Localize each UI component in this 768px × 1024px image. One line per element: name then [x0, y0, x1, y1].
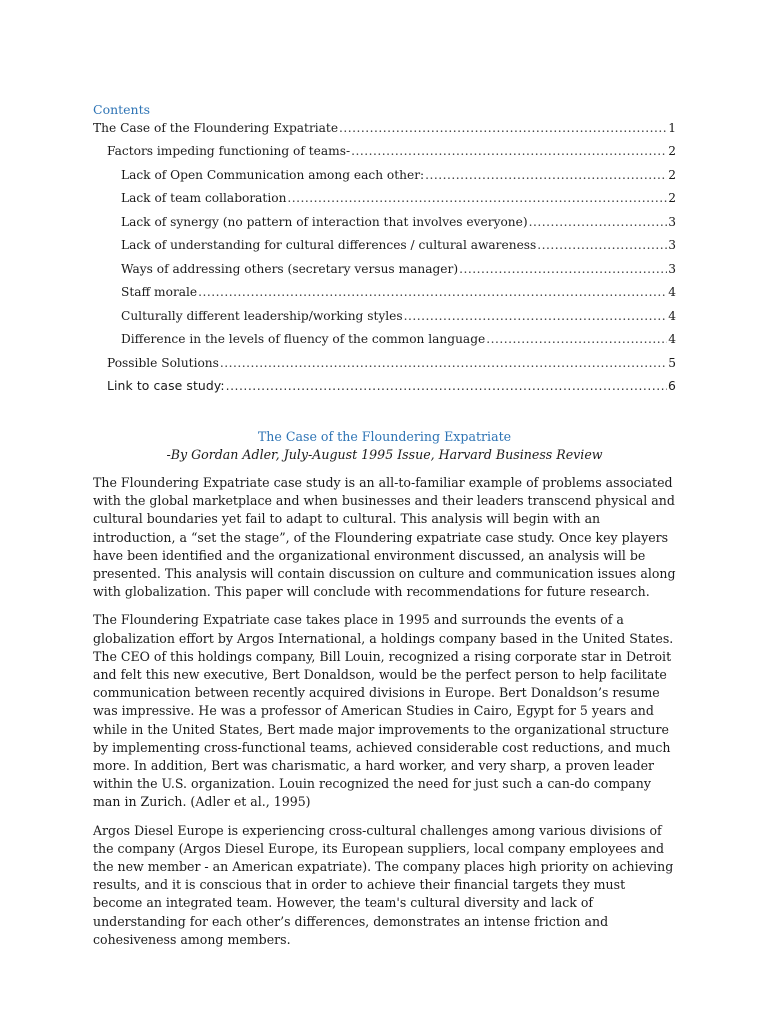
toc-entry-title: Lack of Open Communication among each other: [121, 167, 425, 182]
toc-entry-page: 4 [668, 285, 676, 299]
toc-entry-page: 4 [668, 332, 676, 346]
body-paragraph: The Floundering Expatriate case study is an all-to-familiar example of problems associated with the global marketplace and when businesses and their leaders transcend physical and cultural boundaries yet fail to adapt to cultural. This analysis will begin with an introduction, a “set the stage”, of the Floundering expatriate case study. Once key players have been identified and the organizational environment discussed, an analysis will be presented. This analysis will contain discussion on culture and communication issues along with globalization. This paper will conclude with recommendations for future research. [93, 475, 676, 600]
toc-entry[interactable] [93, 308, 676, 332]
body-paragraph: The Floundering Expatriate case takes place in 1995 and surrounds the events of a globalization effort by Argos International, a holdings company based in the United States. The CEO of this holdings company, Bill Louin, recognized a rising corporate star in Detroit and felt this new executive, Bert Donaldson, would be the perfect person to help facilitate communication between recently acquired divisions in Europe. Bert Donaldson’s resume was impressive. He was a professor of American Studies in Cairo, Egypt for 5 years and while in the United States, Bert made major improvements to the organizational structure by implementing cross-functional teams, achieved considerable cost reductions, and much more. In addition, Bert was charismatic, a hard worker, and very sharp, a proven leader within the U.S. organization. Louin recognized the need for just such a can-do company man in Zurich. (Adler et al., 1995) [93, 612, 674, 810]
toc-entry-title: The Case of the Floundering Expatriate [93, 121, 339, 135]
table-of-contents [93, 120, 676, 402]
toc-dot-leader [339, 120, 667, 136]
toc-entry[interactable] [93, 190, 676, 214]
toc-entry-title: Lack of synergy (no pattern of interaction that involves everyone) [121, 214, 528, 229]
toc-dot-leader [486, 331, 667, 347]
toc-entry-title: Lack of understanding for cultural differences / cultural awareness [121, 238, 537, 252]
toc-entry[interactable] [93, 120, 676, 143]
toc-dot-leader [220, 355, 667, 371]
toc-entry-page: 6 [668, 378, 676, 393]
toc-entry[interactable] [93, 143, 676, 167]
toc-entry-title: Lack of team collaboration [121, 191, 287, 205]
toc-dot-leader [459, 261, 667, 277]
toc-entry[interactable] [93, 378, 676, 402]
toc-entry[interactable] [93, 261, 676, 285]
toc-entry-title: Link to case study: [107, 378, 225, 393]
toc-dot-leader [529, 214, 668, 230]
toc-heading: Contents [93, 102, 151, 117]
toc-entry-page: 4 [668, 308, 676, 323]
toc-dot-leader [404, 308, 668, 324]
toc-entry[interactable] [93, 284, 676, 308]
toc-entry-title: Possible Solutions [107, 355, 219, 370]
toc-dot-leader [351, 143, 667, 159]
toc-entry-title: Staff morale [121, 285, 198, 299]
toc-entry[interactable] [93, 214, 676, 238]
document-body [93, 474, 676, 959]
document-title: The Case of the Floundering Expatriate [257, 429, 512, 444]
body-paragraph: Argos Diesel Europe is experiencing cross-cultural challenges among various divisions of the company (Argos Diesel Europe, its European suppliers, local company employees and the new member - an American expatriate). The company places high priority on achieving results, and it is conscious that in order to achieve their financial targets they must become an integrated team. However, the team's cultural diversity and lack of understanding for each other’s differences, demonstrates an intense friction and cohesiveness among members. [93, 822, 674, 947]
toc-dot-leader [198, 284, 667, 300]
toc-entry-title: Difference in the levels of fluency of the common language [121, 332, 486, 346]
toc-dot-leader [287, 190, 667, 206]
toc-dot-leader [425, 167, 667, 183]
toc-entry-page: 3 [668, 238, 676, 252]
toc-entry[interactable] [93, 167, 676, 191]
toc-entry-title: Culturally different leadership/working styles [121, 308, 403, 323]
toc-entry-page: 2 [668, 144, 676, 158]
toc-entry-page: 2 [668, 191, 676, 205]
toc-entry-title: Factors impeding functioning of teams- [107, 144, 351, 158]
toc-entry[interactable] [93, 355, 676, 379]
toc-dot-leader [226, 378, 667, 394]
toc-entry-page: 1 [668, 121, 676, 135]
toc-entry-page: 2 [668, 167, 676, 182]
toc-entry[interactable] [93, 331, 676, 355]
toc-entry-page: 3 [668, 214, 676, 229]
toc-entry-title: Ways of addressing others (secretary versus manager) [121, 261, 459, 276]
toc-entry[interactable] [93, 237, 676, 261]
document-byline: -By Gordan Adler, July-August 1995 Issue, Harvard Business Review [166, 447, 603, 462]
toc-entry-page: 3 [668, 261, 676, 276]
toc-dot-leader [537, 237, 667, 253]
toc-entry-page: 5 [668, 355, 676, 370]
